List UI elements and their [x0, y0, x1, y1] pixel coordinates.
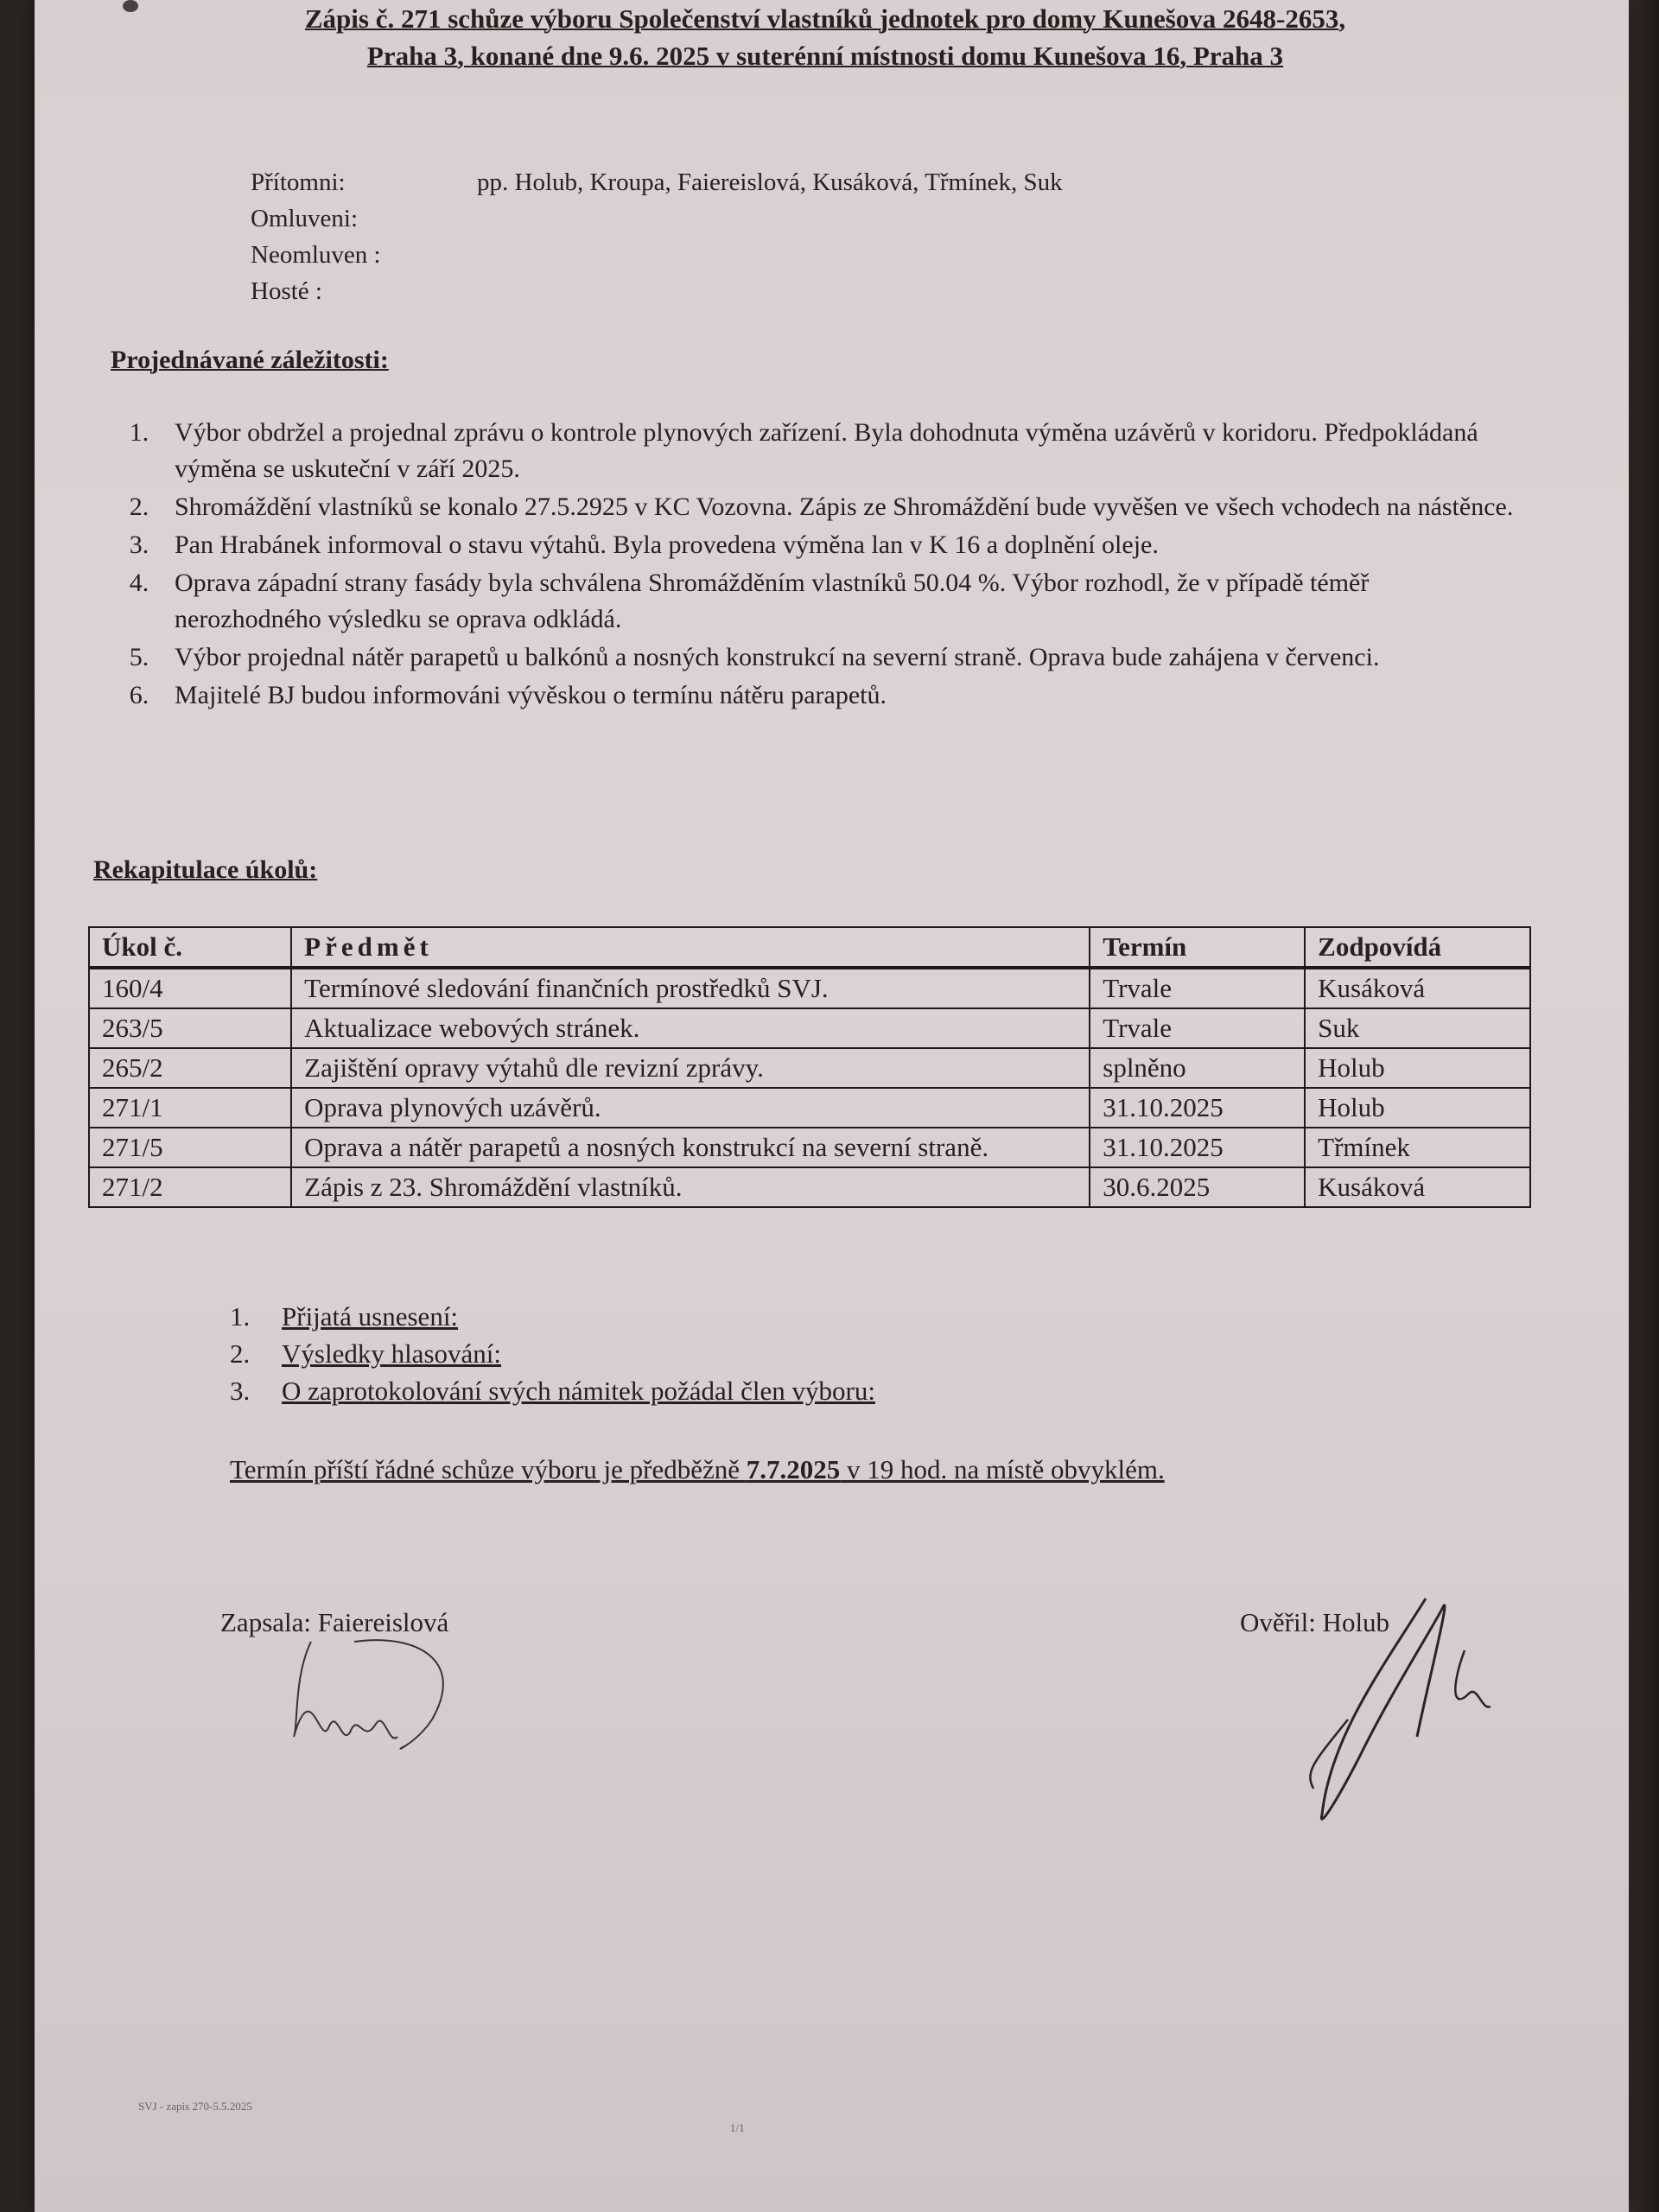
- agenda-list: [104, 415, 1521, 715]
- agenda-item-text: Výbor obdržel a projednal zprávu o kontrole plynových zařízení. Byla dohodnuta výměna uzávěrů v koridoru. Předpokládaná výměna se uskuteční v září 2025.: [175, 418, 1478, 483]
- task-deadline-cell: 30.6.2025: [1090, 1167, 1305, 1207]
- agenda-item-text: Shromáždění vlastníků se konalo 27.5.2925 v KC Vozovna. Zápis ze Shromáždění bude vyvěšen ve všech vchodech na nástěnce.: [175, 493, 1514, 521]
- task-id-cell: 160/4: [89, 968, 291, 1008]
- resolution-number: 2.: [230, 1338, 251, 1369]
- handwritten-signature-right: [1279, 1590, 1503, 1832]
- agenda-item-number: 4.: [129, 569, 149, 597]
- task-subject-cell: Termínové sledování finančních prostředků SVJ.: [291, 968, 1090, 1008]
- table-header-row: [89, 927, 1530, 968]
- task-owner-cell: Třmínek: [1305, 1128, 1530, 1167]
- table-row: [89, 968, 1530, 1008]
- task-subject-cell: Oprava a nátěr parapetů a nosných konstrukcí na severní straně.: [291, 1128, 1090, 1167]
- list-item: [230, 1372, 875, 1409]
- task-subject-cell: Zajištění opravy výtahů dle revizní zprávy.: [291, 1048, 1090, 1088]
- tasks-title: Rekapitulace úkolů:: [93, 855, 318, 884]
- task-deadline-cell: splněno: [1090, 1048, 1305, 1088]
- agenda-item-text: Pan Hrabánek informoval o stavu výtahů. Byla provedena výměna lan v K 16 a doplnění oleje.: [175, 531, 1159, 559]
- agenda-item: [104, 639, 1521, 676]
- agenda-item-number: 2.: [129, 493, 149, 521]
- table-row: [89, 1128, 1530, 1167]
- handwritten-signature-left: [259, 1624, 501, 1763]
- list-item: [230, 1298, 875, 1335]
- resolution-text: Přijatá usnesení:: [282, 1301, 459, 1332]
- attendance-label: Přítomni:: [251, 168, 346, 196]
- task-subject-cell: Aktualizace webových stránek.: [291, 1008, 1090, 1048]
- footer-page-number: 1/1: [730, 2121, 745, 2134]
- attendance-excused: [251, 200, 1063, 237]
- header-line-2: Praha 3, konané dne 9.6. 2025 v suterénní místnosti domu Kunešova 16, Praha 3: [366, 41, 1284, 71]
- task-owner-cell: Suk: [1305, 1008, 1530, 1048]
- verifier-signature-label: Ověřil: Holub: [1240, 1607, 1390, 1637]
- agenda-item: [104, 677, 1521, 714]
- task-id-cell: 263/5: [89, 1008, 291, 1048]
- table-row: [89, 1088, 1530, 1128]
- next-meeting-notice: [230, 1454, 1165, 1485]
- agenda-item-number: 3.: [129, 531, 149, 559]
- task-id-cell: 271/1: [89, 1088, 291, 1128]
- footer-file-reference: SVJ - zapis 270-5.5.2025: [138, 2100, 252, 2113]
- backdrop: [1624, 0, 1659, 2212]
- tasks-table: [88, 926, 1531, 1208]
- agenda-item: [104, 527, 1521, 563]
- column-header-owner: Zodpovídá: [1305, 927, 1530, 968]
- task-deadline-cell: Trvale: [1090, 1008, 1305, 1048]
- agenda-item-text: Výbor projednal nátěr parapetů u balkónů a nosných konstrukcí na severní straně. Oprava bude zahájena v červenci.: [175, 643, 1380, 671]
- task-id-cell: 271/5: [89, 1128, 291, 1167]
- next-meeting-prefix: Termín příští řádné schůze výboru je předběžně: [230, 1454, 747, 1484]
- task-owner-cell: Kusáková: [1305, 968, 1530, 1008]
- attendance-value: pp. Holub, Kroupa, Faiereislová, Kusáková, Třmínek, Suk: [477, 168, 1063, 196]
- resolution-number: 3.: [230, 1376, 251, 1406]
- agenda-item-number: 1.: [129, 418, 149, 447]
- task-deadline-cell: 31.10.2025: [1090, 1128, 1305, 1167]
- task-id-cell: 271/2: [89, 1167, 291, 1207]
- agenda-item-text: Oprava západní strany fasády byla schválena Shromážděním vlastníků 50.04 %. Výbor rozhodl, že v případě téměř nerozhodného výsledku se oprava odkládá.: [175, 569, 1370, 633]
- resolution-number: 1.: [230, 1301, 251, 1332]
- task-deadline-cell: Trvale: [1090, 968, 1305, 1008]
- table-row: [89, 1008, 1530, 1048]
- task-deadline-cell: 31.10.2025: [1090, 1088, 1305, 1128]
- task-owner-cell: Holub: [1305, 1048, 1530, 1088]
- table-row: [89, 1048, 1530, 1088]
- header-line-1: Zápis č. 271 schůze výboru Společenství vlastníků jednotek pro domy Kunešova 2648-2653,: [304, 3, 1346, 34]
- resolution-text: O zaprotokolování svých námitek požádal člen výboru:: [282, 1376, 875, 1406]
- agenda-title: Projednávané záležitosti:: [111, 346, 389, 374]
- agenda-item: [104, 415, 1521, 487]
- attendance-present: [251, 164, 1063, 200]
- document-header: [186, 0, 1465, 74]
- document-page: [35, 0, 1629, 2212]
- task-subject-cell: Oprava plynových uzávěrů.: [291, 1088, 1090, 1128]
- agenda-item: [104, 489, 1521, 525]
- resolutions-list: [230, 1298, 875, 1409]
- attendance-unexcused: [251, 237, 1063, 273]
- task-owner-cell: Kusáková: [1305, 1167, 1530, 1207]
- attendance-label: Hosté :: [251, 277, 322, 305]
- column-header-subject: Předmět: [291, 927, 1090, 968]
- staple-hole: [123, 0, 138, 12]
- attendance-label: Neomluven :: [251, 241, 381, 269]
- agenda-item-number: 5.: [129, 643, 149, 671]
- agenda-item: [104, 565, 1521, 638]
- attendance-block: [251, 164, 1063, 309]
- recorder-signature-label: Zapsala: Faiereislová: [220, 1607, 449, 1637]
- agenda-item-number: 6.: [129, 681, 149, 709]
- attendance-guests: [251, 273, 1063, 309]
- table-row: [89, 1167, 1530, 1207]
- agenda-item-text: Majitelé BJ budou informováni vývěskou o termínu nátěru parapetů.: [175, 681, 887, 709]
- task-id-cell: 265/2: [89, 1048, 291, 1088]
- attendance-label: Omluveni:: [251, 205, 359, 232]
- next-meeting-suffix: v 19 hod. na místě obvyklém.: [840, 1454, 1165, 1484]
- task-subject-cell: Zápis z 23. Shromáždění vlastníků.: [291, 1167, 1090, 1207]
- next-meeting-date: 7.7.2025: [746, 1454, 841, 1484]
- column-header-task-id: Úkol č.: [89, 927, 291, 968]
- list-item: [230, 1335, 875, 1372]
- column-header-deadline: Termín: [1090, 927, 1305, 968]
- task-owner-cell: Holub: [1305, 1088, 1530, 1128]
- resolution-text: Výsledky hlasování:: [282, 1338, 501, 1369]
